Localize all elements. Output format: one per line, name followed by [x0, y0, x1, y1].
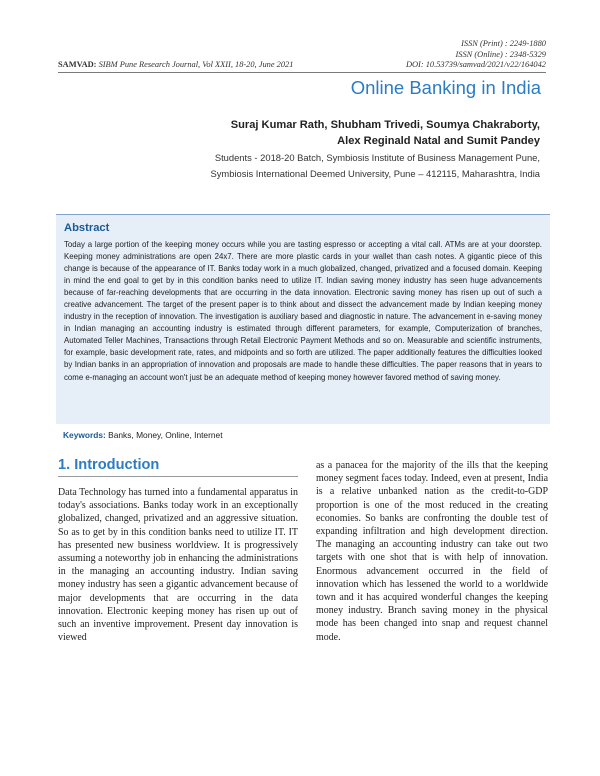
issn-print: ISSN (Print) : 2249-1880: [461, 39, 546, 48]
affiliation-line-2: Symbiosis International Deemed University, Pune – 412115, Maharashtra, India: [210, 167, 540, 179]
issn-online: ISSN (Online) : 2348-5329: [455, 49, 546, 59]
article-title: Online Banking in India: [350, 77, 541, 98]
doi: DOI: 10.53739/samvad/2021/v22/164042: [405, 60, 546, 69]
introduction-heading: 1. Introduction: [58, 457, 298, 477]
keywords: [63, 430, 223, 440]
authors: [231, 117, 540, 149]
issn-block: [456, 39, 546, 60]
abstract-box: [56, 214, 550, 424]
keywords-values: Banks, Money, Online, Internet: [105, 430, 223, 440]
abstract-heading: Abstract: [64, 222, 110, 234]
journal-citation: [58, 60, 293, 69]
keywords-label: Keywords:: [63, 430, 106, 440]
introduction-column-right: as a panacea for the majority of the ills that the keeping money segment faces today. Indeed, even at present, India is a relative unbanked nation as the credit-to-GDP proportion is one of the most reduced in the creating economies. So banks are confronting the double test of expanding infiltration and high development direction. The managing an accounting industry can take out two targets with one shot that is with help of innovation. Enormous advancement occurred in the field of innovation which has lessened the world to a worldwide town and it has acquired wonderful changes the keeping money industry. Branch saving money in the physical mode has been changed into snap and request channel mode.: [316, 460, 548, 643]
journal-abbreviation: SAMVAD:: [58, 60, 97, 69]
journal-volume-info: SIBM Pune Research Journal, Vol XXII, 18-20, June 2021: [96, 60, 294, 69]
authors-line-1: Suraj Kumar Rath, Shubham Trivedi, Soumya Chakraborty,: [230, 119, 540, 131]
header-rule: [58, 72, 546, 73]
introduction-column-left: Data Technology has turned into a fundamental apparatus in today's associations. Banks today work in an exceptionally globalized, changed, privatized and an aggressive situation. So as to get by in this condition banks need to utilize IT. IT has presented new business worldview. It is progressively assuming a noteworthy job in enhancing the administrations in the managing an accounting industry. Indian saving money industry has seen a gigantic advancement because of major developments that are occurring in the data innovation. Electronic keeping money has risen up out of such an inventive improvement. Present day innovation is viewed: [58, 487, 298, 644]
affiliation-line-1: Students - 2018-20 Batch, Symbiosis Institute of Business Management Pune,: [214, 152, 540, 163]
abstract-text: Today a large portion of the keeping money occurs while you are tasting espresso or accepting a vital call. ATMs are at your doorstep. Keeping money administrations are open 24x7. There are more plastic cards in your wallet than cash notes. A gigantic piece of this change is because of the appearance of IT. Banks today work in a much globalized, changed, privatized and a focused domain. Keeping in mind the end goal to get by in this condition banks need to utilize IT. Indian saving money industry has seen huge advancements because of far-reaching developments that are occurring in the data innovation. Electronic saving money has risen up out of such a creative advancement. The target of the present paper is to think about and dissect the advancement made by Indian keeping money industry in the reception of innovation. The investigation is auxiliary based and diagnostic in nature. The advancement in e-saving money in Indian managing an accounting industry is estimated through different parameters, for example, Computerization of branches, Automated Teller Machines, Transactions through Retail Electronic Payment Methods and so on. Measurable and scientific instruments, for example, basic development rate, rates, and midpoints and so forth are utilized. The paper additionally features the difficulties looked by Indian banks in an appropriation of innovation and proposals are made to handle these difficulties. The paper reasons that in years to come e-managing an account won't just be an adequate method of keeping money however favored method of saving money.: [64, 240, 542, 382]
running-head: [58, 60, 546, 69]
affiliation: [210, 150, 540, 181]
authors-line-2: Alex Reginald Natal and Sumit Pandey: [337, 135, 540, 147]
